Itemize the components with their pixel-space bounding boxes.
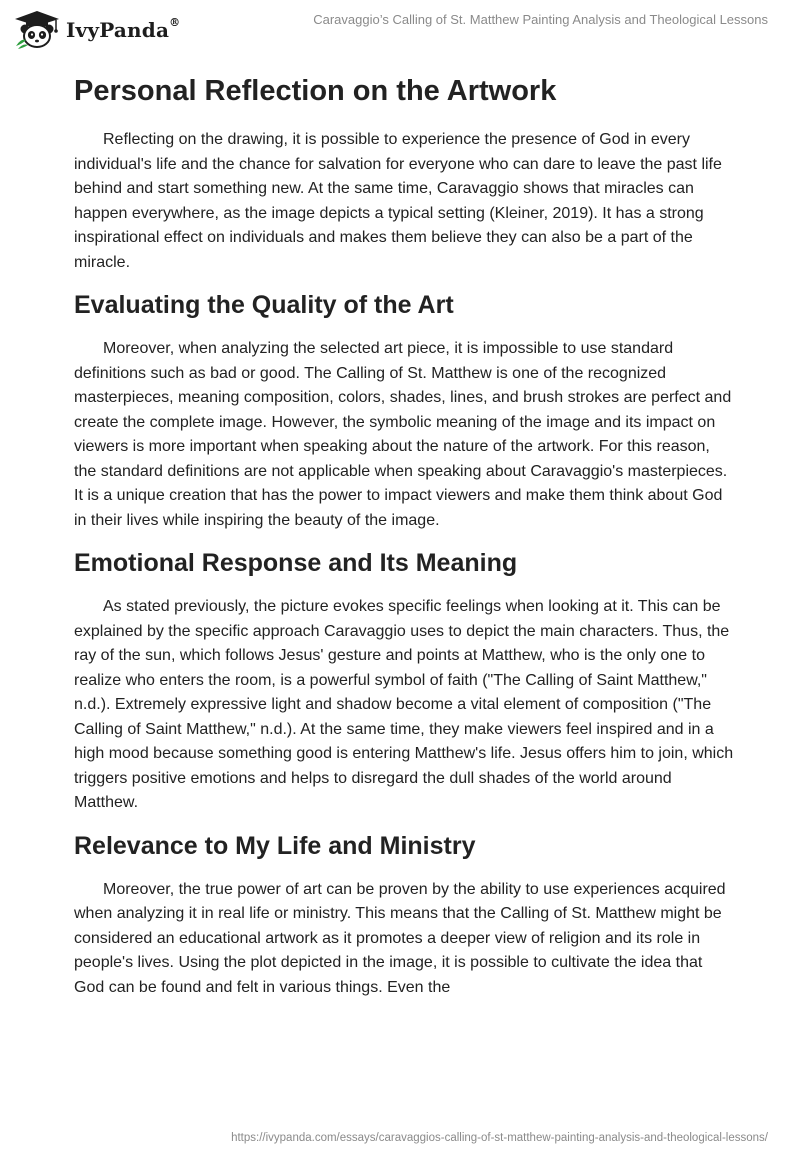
page-header (0, 0, 800, 60)
section-paragraph: Reflecting on the drawing, it is possible to experience the presence of God in every individual's life and the chance for salvation for everyone who can dare to leave the past life behind and start something new. At the same time, Caravaggio shows that miracles can happen everywhere, as the image depicts a typical setting (Kleiner, 2019). It has a strong inspirational effect on individuals and makes them believe they can also be a part of the miracle. (74, 131, 722, 271)
registered-mark: ® (169, 16, 181, 29)
section-heading: Personal Reflection on the Artwork (74, 75, 557, 107)
section-heading: Evaluating the Quality of the Art (74, 291, 454, 319)
panda-graduate-icon (14, 10, 60, 50)
brand-name: IvyPanda® (66, 16, 181, 42)
section-heading: Emotional Response and Its Meaning (74, 549, 518, 577)
essay-content (74, 72, 734, 1000)
source-url[interactable]: https://ivypanda.com/essays/caravaggios-calling-of-st-matthew-painting-analysis-and-theological-lessons/ (231, 1132, 768, 1144)
section-paragraph: Moreover, the true power of art can be proven by the ability to use experiences acquired when analyzing it in real life or ministry. This means that the Calling of St. Matthew might be considered an educational artwork as it promotes a deeper view of religion and its role in people's lives. Using the plot depicted in the image, it is possible to cultivate the idea that God can be found and felt in various things. Even the (74, 880, 726, 996)
document-title: Caravaggio’s Calling of St. Matthew Painting Analysis and Theological Lessons (313, 12, 768, 27)
section-paragraph: Moreover, when analyzing the selected art piece, it is impossible to use standard definitions such as bad or good. The Calling of St. Matthew is one of the recognized masterpieces, meaning composition, colors, shades, lines, and brush strokes are perfect and create the complete image. However, the symbolic meaning of the image and its impact on viewers is more important when speaking about the nature of the artwork. For this reason, the standard definitions are not applicable when speaking about Caravaggio's masterpieces. It is a unique creation that has the power to impact viewers and make them think about God in their lives while inspiring the beauty of the image. (74, 340, 732, 529)
ivypanda-logo[interactable] (14, 10, 180, 50)
section-heading: Relevance to My Life and Ministry (74, 831, 476, 860)
section-paragraph: As stated previously, the picture evokes specific feelings when looking at it. This can be explained by the specific approach Caravaggio uses to depict the main characters. Thus, the ray of the sun, which follows Jesus' gesture and points at Matthew, who is the only one to realize who enters the room, is a powerful symbol of faith ("The Calling of Saint Matthew," n.d.). Extremely expressive light and shadow become a vital element of composition ("The Calling of Saint Matthew," n.d.). At the same time, they make viewers feel inspired and in a high mood because something good is entering Matthew's life. Jesus offers him to join, which triggers positive emotions and helps to disregard the dull shades of the world around Matthew. (74, 598, 734, 811)
